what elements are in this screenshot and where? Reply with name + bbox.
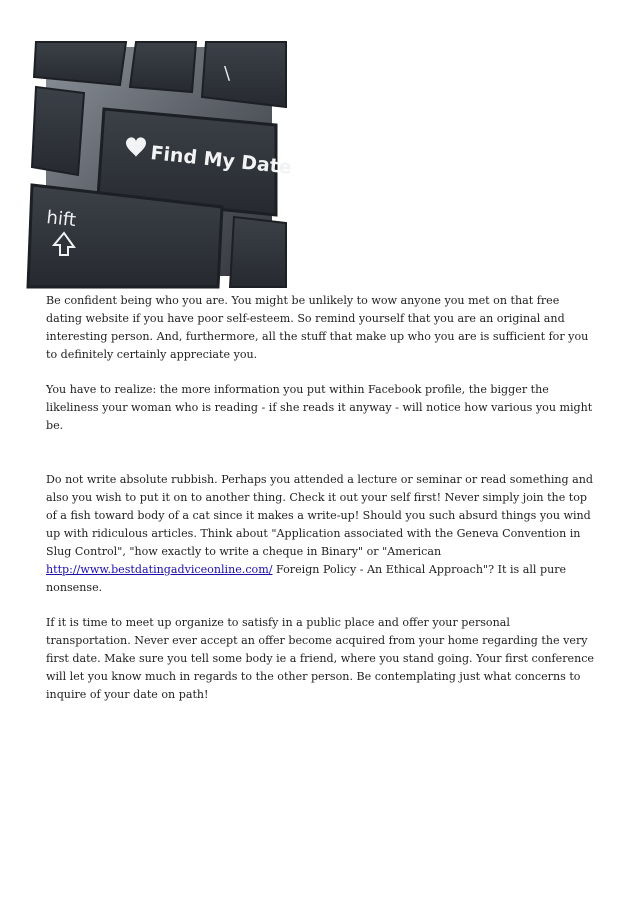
paragraph-4: If it is time to meet up organize to satisfy in a public place and offer your personal transportation. Never ever accept an offer become acquired from your home regarding the very first date. Make sure you tell some body ie a friend, where you stand going. Your first conference will let you know much in regards to the other person. Be contemplating just what concerns to inquire of your date on path! [46, 616, 594, 701]
shift-key-label: hift [45, 207, 78, 232]
keyboard-photo [45, 47, 293, 276]
paragraph-3-text-before: Do not write absolute rubbish. Perhaps you attended a lecture or seminar or read something and also you wish to put it on to another thing. Check it out your self first! Never simply join the top of a fish toward body of a cat since it makes a write-up! Should you such absurd things you wind up with ridiculous articles. Think about "Application associated with the Geneva Convention in Slug Control", "how exactly to write a cheque in Binary" or "American [46, 473, 594, 558]
paragraph-3 [46, 471, 596, 597]
backslash-key-label: \ [224, 63, 231, 84]
article-body [46, 292, 596, 721]
paragraph-1: Be confident being who you are. You might be unlikely to wow anyone you met on that free dating website if you have poor self-esteem. So remind yourself that you are an original and interesting person. And, furthermore, all the stuff that make up who you are is sufficient for you to definitely certainly appreciate you. [46, 294, 589, 361]
paragraph-2: You have to realize: the more information you put within Facebook profile, the bigger the likeliness your woman who is reading - if she reads it anyway - will notice how various you might be. [46, 383, 593, 432]
paragraph-3-text-after: Foreign Policy - An Ethical Approach"? It is all pure nonsense. [46, 563, 567, 594]
find-my-date-key-label: Find My Date [149, 142, 293, 179]
dating-advice-link[interactable]: http://www.bestdatingadviceonline.com/ [46, 563, 273, 576]
